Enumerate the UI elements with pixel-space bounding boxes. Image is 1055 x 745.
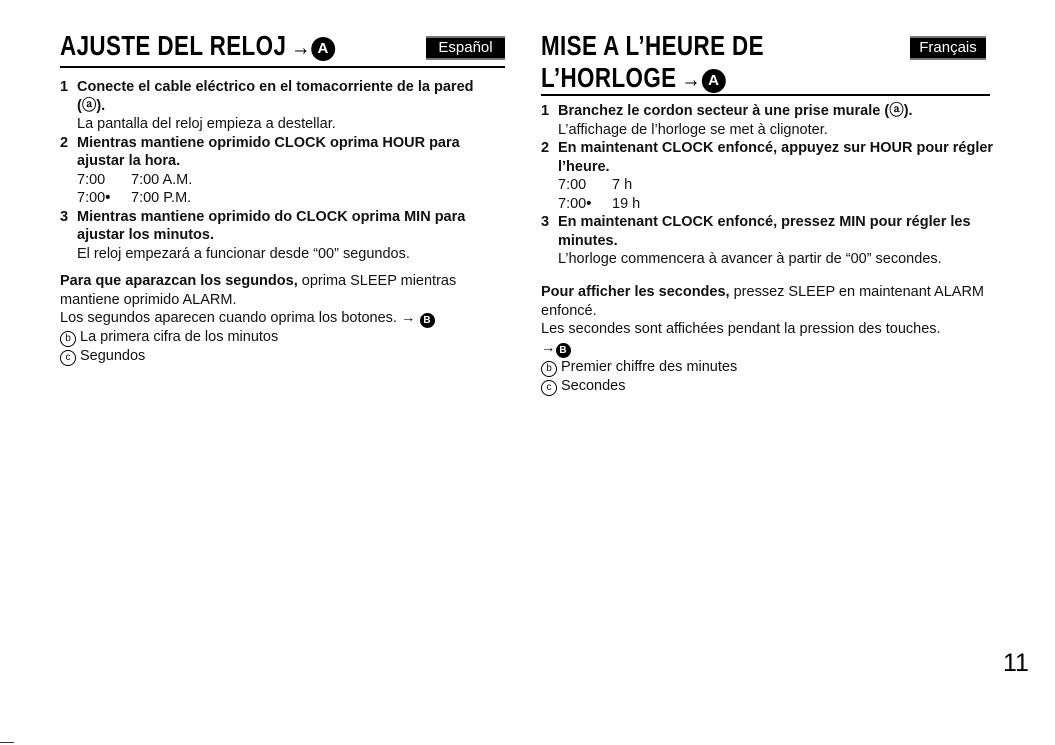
step-instruction: En maintenant CLOCK enfoncé, appuyez sur HOUR pour régler l’heure. — [558, 140, 994, 175]
figure-a-marker: A — [702, 69, 726, 93]
legend-text: Premier chiffre des minutes — [561, 358, 738, 375]
step-instruction: Mientras mantiene oprimido do CLOCK oprima MIN para ajustar los minutos. — [77, 208, 466, 243]
step-detail: L’affichage de l’horloge se met à clignoter. — [558, 121, 828, 138]
legend-text: Secondes — [561, 377, 626, 394]
step-detail: L’horloge commencera à avancer à partir de “00” secondes. — [558, 251, 942, 267]
arrow-icon: → — [401, 310, 416, 326]
french-steps — [541, 102, 996, 269]
arrow-icon: → — [541, 339, 556, 356]
french-title-text: L’HORLOGE — [541, 62, 677, 93]
step-3 — [60, 208, 505, 264]
step-number: 2 — [541, 140, 550, 156]
seconds-note-text: Les secondes sont affichées pendant la pression des touches. — [541, 321, 941, 337]
time-example — [558, 176, 996, 195]
step-instruction: Mientras mantiene oprimido CLOCK oprima HOUR para ajustar la hora. — [77, 134, 460, 169]
seconds-heading: Para que aparazcan los segundos, — [60, 273, 298, 289]
time-display: 7:00 — [558, 177, 587, 193]
page-number: 11 — [1003, 649, 1029, 677]
spanish-steps — [60, 78, 505, 263]
figure-b-marker: B — [420, 313, 435, 328]
seconds-text: pressez SLEEP en maintenant ALARM enfoncé. — [541, 284, 985, 319]
seconds-note — [541, 320, 996, 339]
seconds-note-marker — [541, 339, 996, 358]
seconds-text: oprima SLEEP mientras mantiene oprimido ALARM. — [60, 273, 457, 308]
time-example — [77, 171, 505, 190]
time-value: 7:00 — [558, 195, 587, 212]
time-meaning: 19 h — [612, 195, 641, 212]
time-display — [558, 195, 612, 214]
french-title-line1: MISE A L’HEURE DE — [541, 30, 764, 61]
pm-dot-icon: • — [586, 195, 592, 212]
step-number: 3 — [60, 208, 69, 225]
arrow-icon: → — [291, 34, 311, 61]
step-2 — [60, 134, 505, 208]
language-badge-fr: Français — [910, 36, 986, 60]
language-badge-es: Español — [426, 36, 505, 60]
seconds-paragraph — [541, 283, 996, 396]
seconds-heading: Pour afficher les secondes, — [541, 284, 730, 300]
time-meaning: 7:00 A.M. — [131, 171, 193, 188]
circled-b-icon: b — [541, 361, 557, 377]
legend-text: La primera cifra de los minutos — [80, 329, 279, 345]
step-1 — [60, 78, 505, 134]
step-3 — [541, 213, 996, 269]
circled-b-icon: b — [60, 331, 76, 347]
step-detail: La pantalla del reloj empieza a destellar. — [77, 116, 336, 132]
time-value: 7:00 — [77, 190, 106, 206]
spanish-title — [60, 30, 333, 64]
step-instruction: En maintenant CLOCK enfoncé, pressez MIN pour régler les minutes. — [558, 214, 971, 249]
arrow-icon: → — [681, 66, 701, 93]
time-example — [77, 189, 505, 208]
figure-a-marker: A — [312, 37, 336, 61]
legend-item-c — [60, 347, 505, 366]
circled-c-icon: c — [60, 350, 76, 366]
legend-item-c — [541, 377, 996, 396]
seconds-note — [60, 309, 505, 328]
time-display: 7:00 — [77, 171, 106, 188]
step-1 — [541, 102, 996, 139]
legend-item-b — [541, 358, 996, 377]
title-rule — [60, 66, 505, 68]
step-number: 2 — [60, 134, 69, 151]
time-example — [558, 195, 996, 214]
time-display — [77, 189, 131, 208]
seconds-note-text: Los segundos aparecen cuando oprima los botones. — [60, 310, 397, 326]
spanish-title-text: AJUSTE DEL RELOJ — [60, 30, 287, 61]
title-rule — [541, 94, 990, 96]
french-title-line2 — [541, 62, 723, 96]
pm-dot-icon: • — [105, 190, 111, 206]
circled-c-icon: c — [541, 380, 557, 396]
step-number: 1 — [541, 103, 550, 119]
legend-item-b — [60, 328, 505, 347]
step-instruction: Branchez le cordon secteur à une prise murale (ⓐ). — [558, 103, 913, 119]
legend-text: Segundos — [80, 348, 146, 364]
step-detail: El reloj empezará a funcionar desde “00” segundos. — [77, 245, 410, 262]
step-instruction: Conecte el cable eléctrico en el tomacorriente de la pared (ⓐ). — [77, 79, 474, 114]
time-meaning: 7:00 P.M. — [131, 190, 192, 206]
corner-mark — [0, 742, 14, 743]
seconds-paragraph — [60, 272, 505, 366]
step-2 — [541, 139, 996, 213]
step-number: 3 — [541, 214, 550, 230]
time-meaning: 7 h — [612, 177, 633, 193]
figure-b-marker: B — [556, 343, 571, 358]
step-number: 1 — [60, 79, 69, 95]
